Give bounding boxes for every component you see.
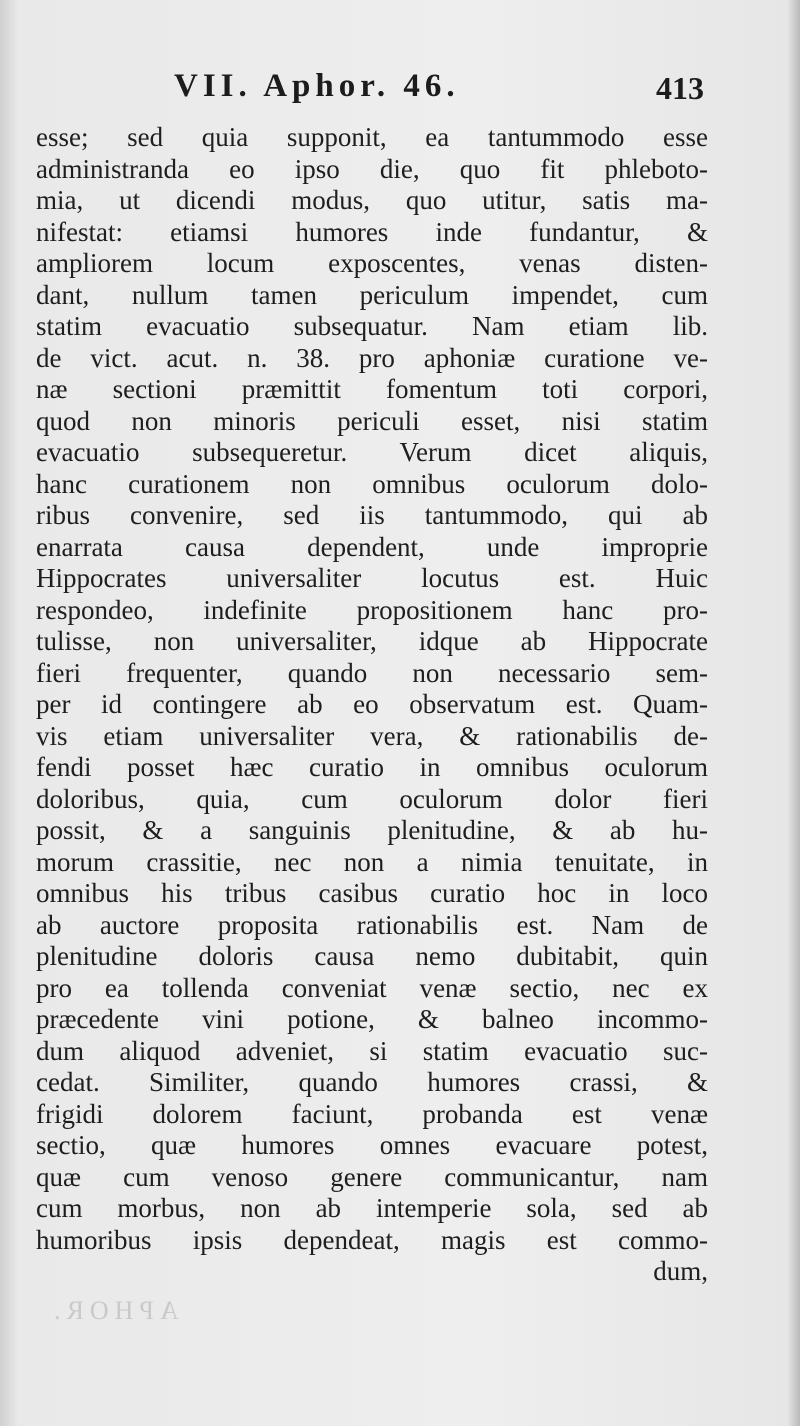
text-line: respondeo, indefinite propositionem hanc pro- (36, 594, 708, 625)
text-line: dum aliquod adveniet, si statim evacuatio suc- (36, 1035, 708, 1066)
page-header (174, 68, 714, 114)
body-text (36, 122, 708, 1288)
text-line: ribus convenire, sed iis tantummodo, qui ab (36, 500, 708, 530)
text-line: dant, nullum tamen periculum impendet, cum (36, 279, 708, 310)
text-line: cum morbus, non ab intemperie sola, sed ab (36, 1193, 708, 1223)
text-line: morum crassitie, nec non a nimia tenuitate, in (36, 846, 708, 877)
text-line: quæ cum venoso genere communicantur, nam (36, 1161, 708, 1192)
text-line: næ sectioni præmittit fomentum toti corpori, (36, 374, 708, 404)
text-line: sectio, quæ humores omnes evacuare potest, (36, 1130, 708, 1160)
text-line: enarrata causa dependent, unde improprie (36, 531, 708, 562)
text-line: doloribus, quia, cum oculorum dolor fieri (36, 783, 708, 814)
text-line: cedat. Similiter, quando humores crassi, & (36, 1067, 708, 1097)
text-line: per id contingere ab eo observatum est. Quam- (36, 689, 708, 719)
text-line: possit, & a sanguinis plenitudine, & ab hu- (36, 815, 708, 845)
text-line: vis etiam universaliter vera, & rationabilis de- (36, 720, 708, 751)
text-line: ampliorem locum exposcentes, venas disten- (36, 248, 708, 278)
text-line: omnibus his tribus casibus curatio hoc in loco (36, 878, 708, 908)
text-line: præcedente vini potione, & balneo incommo- (36, 1004, 708, 1034)
text-line: nifestat: etiamsi humores inde fundantur, & (36, 216, 708, 247)
text-line: esse; sed quia supponit, ea tantummodo esse (36, 122, 708, 152)
text-line: ab auctore proposita rationabilis est. Nam de (36, 909, 708, 940)
text-line: hanc curationem non omnibus oculorum dolo- (36, 468, 708, 499)
text-line: administranda eo ipso die, quo fit phleboto- (36, 153, 708, 184)
text-line: mia, ut dicendi modus, quo utitur, satis ma- (36, 185, 708, 215)
text-line: frigidi dolorem faciunt, probanda est venæ (36, 1098, 708, 1129)
text-line: humoribus ipsis dependeat, magis est commo- (36, 1224, 708, 1255)
text-line: Hippocrates universaliter locutus est. Huic (36, 563, 708, 593)
text-line: plenitudine doloris causa nemo dubitabit, quin (36, 941, 708, 971)
text-line: statim evacuatio subsequatur. Nam etiam lib. (36, 311, 708, 341)
running-head: VII. Aphor. 46. (174, 68, 460, 104)
page-edge (786, 0, 800, 1426)
text-line: quod non minoris periculi esset, nisi statim (36, 405, 708, 436)
bleed-through-text: APHOR. (48, 1296, 179, 1325)
text-line: fendi posset hæc curatio in omnibus oculorum (36, 752, 708, 782)
text-line: dum, (653, 1256, 708, 1286)
page-number: 413 (656, 70, 704, 106)
text-line: tulisse, non universaliter, idque ab Hippocrate (36, 626, 708, 656)
text-line: evacuatio subsequeretur. Verum dicet aliquis, (36, 437, 708, 467)
text-line: de vict. acut. n. 38. pro aphoniæ curatione ve- (36, 342, 708, 373)
text-line: pro ea tollenda conveniat venæ sectio, nec ex (36, 972, 708, 1003)
text-line: fieri frequenter, quando non necessario sem- (36, 657, 708, 688)
